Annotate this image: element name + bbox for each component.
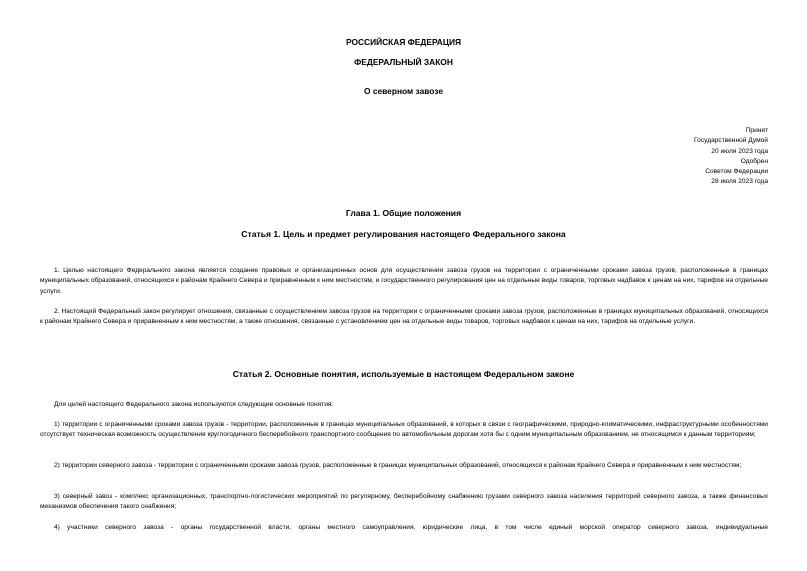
approval-line: Советом Федерации bbox=[705, 168, 768, 176]
article-title: Статья 2. Основные понятия, используемые в настоящем Федеральном законе bbox=[232, 369, 575, 379]
article-paragraph: 2. Настоящий Федеральный закон регулирует отношения, связанные с осуществлением завоза грузов на территории с ограниченными сроками завоза грузов, расположенные в границах муниципальных образований, относящихся к районам Крайнего Севера и приравненным к ним местностям, а также отношения, связанные с установлением цен на отдельные виды товаров, торговых надбавок к ценам на них, тарифов на отдельные услуги. bbox=[40, 308, 768, 326]
approval-line: Одобрен bbox=[740, 157, 768, 165]
country-heading: РОССИЙСКАЯ ФЕДЕРАЦИЯ bbox=[345, 37, 462, 47]
article-paragraph: 1. Целью настоящего Федерального закона является создание правовых и организационных основ для осуществления завоза грузов на территории с ограниченными сроками завоза грузов, расположенные в границах муниципальных образований, относящихся к районам Крайнего Севера и приравненным к ним местностям, и государственного регулирования цен на отдельные виды товаров, торговых надбавок к ценам на них, тарифов на отдельные услуги. bbox=[40, 267, 768, 295]
definition-paragraph: 4) участники северного завоза - органы государственной власти, органы местного самоуправления, юридические лица, в том числе единый морской оператор северного завоза, индивидуальные bbox=[54, 524, 768, 531]
adoption-block bbox=[694, 126, 768, 188]
law-title: О северном завозе bbox=[363, 86, 444, 96]
definition-paragraph: 2) территории северного завоза - территории с ограниченными сроками завоза грузов, расположенные в границах муниципальных образований, относящихся к районам Крайнего Севера и приравненным к ним местностям; bbox=[54, 462, 742, 469]
definition-paragraph: 3) северный завоз - комплекс организационных, транспортно-логистических мероприятий по регулярному, бесперебойному снабжению грузами северного завоза населения территорий северного завоза, а также финансовых механизмов обеспечения такого снабжения; bbox=[40, 493, 768, 511]
doc-type-heading: ФЕДЕРАЛЬНЫЙ ЗАКОН bbox=[354, 57, 453, 67]
article-title: Статья 1. Цель и предмет регулирования настоящего Федерального закона bbox=[241, 229, 566, 239]
approval-line: 28 июля 2023 года bbox=[711, 178, 768, 186]
adoption-line: Принят bbox=[745, 127, 768, 134]
adoption-line: 20 июля 2023 года bbox=[711, 147, 768, 155]
article-paragraph: Для целей настоящего Федерального закона используются следующие основные понятия: bbox=[54, 401, 334, 408]
adoption-line: Государственной Думой bbox=[694, 137, 768, 145]
chapter-title: Глава 1. Общие положения bbox=[345, 208, 462, 218]
definition-paragraph: 1) территории с ограниченными сроками завоза грузов - территории, расположенные в границах муниципальных образований, в которых в связи с географическими, природно-климатическими, инфраструктурными особенностями отсутствует техническая возможность осуществления круглогодичного бесперебойного транспортного сообщения по автомобильным дорогам хотя бы с одним муниципальным образованием, не относящимся к данным территориям; bbox=[40, 421, 768, 439]
